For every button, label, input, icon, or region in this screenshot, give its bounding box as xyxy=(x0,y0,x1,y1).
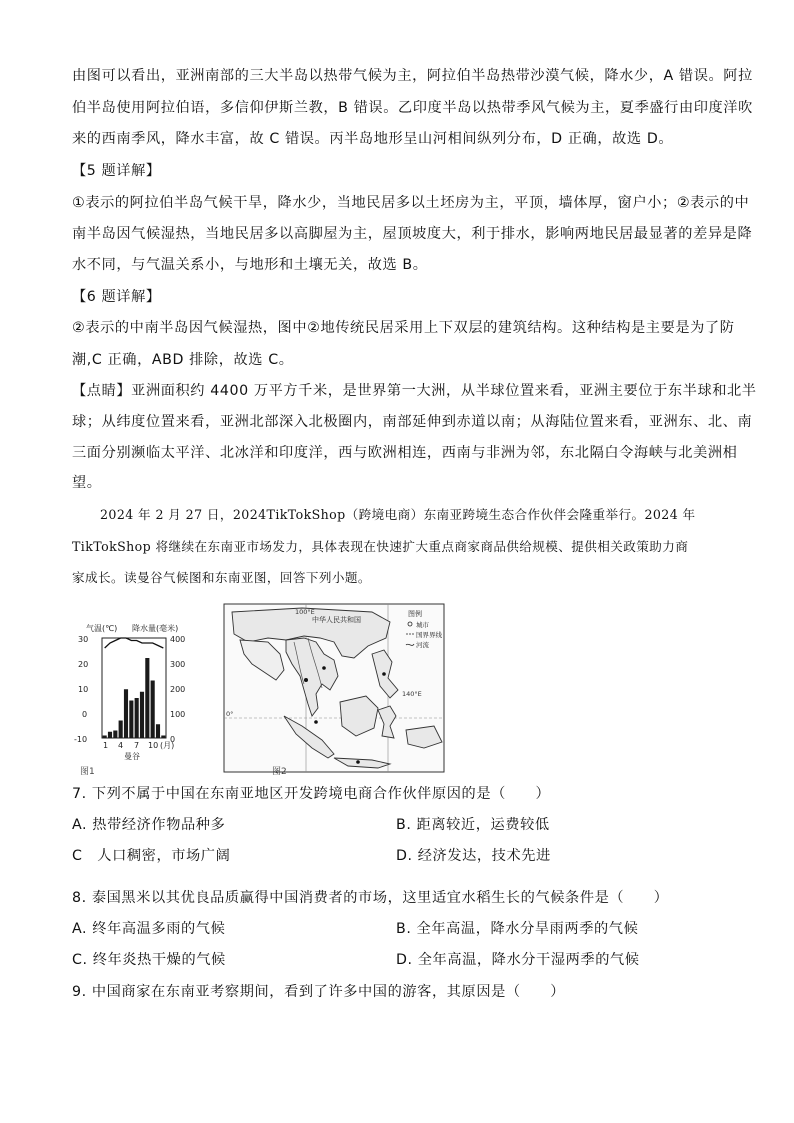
question-7-option-c[interactable]: C 人口稠密，市场广阔 xyxy=(72,848,231,864)
precipitation-bar xyxy=(108,732,112,738)
answer-text-line: 由图可以看出，亚洲南部的三大半岛以热带气候为主，阿拉伯半岛热带沙漠气候，降水少，A 错误。阿拉 xyxy=(72,68,753,84)
q5-detail-heading: 【5 题详解】 xyxy=(72,163,161,179)
city-marker xyxy=(356,760,360,764)
question-8-stem: 8. 泰国黑米以其优良品质赢得中国消费者的市场，这里适宜水稻生长的气候条件是（ ） xyxy=(72,890,669,906)
precipitation-bar xyxy=(151,681,155,739)
legend-item: 河流 xyxy=(416,641,429,649)
legend-item: 城市 xyxy=(416,621,429,629)
precipitation-bar xyxy=(119,721,123,739)
temp-ticks xyxy=(74,635,88,744)
intro-line: 2024 年 2 月 27 日，2024TikTokShop（跨境电商）东南亚跨境生态合作伙伴会隆重举行。2024 年 xyxy=(100,507,696,522)
precip-tick: 200 xyxy=(170,685,186,694)
china-label: 中华人民共和国 xyxy=(312,616,361,624)
q5-detail-line: 南半岛因气候湿热，当地民居多以高脚屋为主，屋顶坡度大，利于排水，影响两地民居最显著的差异是降 xyxy=(72,226,753,242)
temp-tick: 30 xyxy=(78,635,89,644)
question-8-option-c[interactable]: C. 终年炎热干燥的气候 xyxy=(72,952,226,968)
precipitation-bar xyxy=(145,658,149,738)
city-marker xyxy=(304,678,308,682)
q6-detail-line: 潮,C 正确，ABD 排除，故选 C。 xyxy=(72,352,294,368)
month-tick: 10 xyxy=(148,741,159,750)
precip-tick: 100 xyxy=(170,710,186,719)
temperature-line xyxy=(105,638,164,648)
station-label: 曼谷 xyxy=(124,752,140,761)
q6-detail-line: ②表示的中南半岛因气候湿热，图中②地传统民居采用上下双层的建筑结构。这种结构是主要是为了防 xyxy=(72,320,735,336)
plot-frame xyxy=(102,638,166,738)
intro-line: TikTokShop 将继续在东南亚市场发力，具体表现在快速扩大重点商家商品供给规模、提供相关政策助力商 xyxy=(72,539,689,554)
temp-axis-label: 气温(℃) xyxy=(86,624,118,633)
precipitation-bar xyxy=(135,698,139,738)
question-7-option-a[interactable]: A. 热带经济作物品种多 xyxy=(72,817,226,833)
answer-text-line: 来的西南季风，降水丰富，故 C 错误。丙半岛地形呈山河相间纵列分布，D 正确，故选 D。 xyxy=(72,131,674,147)
pointer-line: 【点睛】亚洲面积约 4400 万平方千米，是世界第一大洲，从半球位置来看，亚洲主要位于东半球和北半 xyxy=(72,383,757,399)
precipitation-bar xyxy=(156,724,160,738)
question-9-stem: 9. 中国商家在东南亚考察期间，看到了许多中国的游客，其原因是（ ） xyxy=(72,984,566,1000)
southeast-asia-map xyxy=(224,604,444,777)
q5-detail-line: 水不同，与气温关系小，与地形和土壤无关，故选 B。 xyxy=(72,257,428,273)
question-7-stem: 7. 下列不属于中国在东南亚地区开发跨境电商合作伙伴原因的是（ ） xyxy=(72,786,551,802)
q6-detail-heading: 【6 题详解】 xyxy=(72,289,161,305)
precipitation-bar xyxy=(161,736,165,739)
q5-detail-line: ①表示的阿拉伯半岛气候干旱，降水少，当地民居多以土坯房为主，平顶，墙体厚，窗户小；②表示的中 xyxy=(72,195,750,211)
temp-tick: 0 xyxy=(82,710,88,719)
pointer-line: 球；从纬度位置来看，亚洲北部深入北极圈内，南部延伸到赤道以南；从海陆位置来看，亚洲东、北、南 xyxy=(72,414,753,430)
longitude-label: 100°E xyxy=(295,608,315,616)
precipitation-bar xyxy=(103,736,107,739)
month-unit: (月) xyxy=(160,741,175,750)
precip-tick: 300 xyxy=(170,660,186,669)
question-8-option-a[interactable]: A. 终年高温多雨的气候 xyxy=(72,921,226,937)
intro-line: 家成长。读曼谷气候图和东南亚图，回答下列小题。 xyxy=(72,570,371,585)
temp-tick: -10 xyxy=(74,735,88,744)
precipitation-bar xyxy=(113,731,117,739)
question-7-option-d[interactable]: D. 经济发达，技术先进 xyxy=(396,848,551,864)
temp-tick: 10 xyxy=(78,685,89,694)
precip-tick: 0 xyxy=(170,735,176,744)
figure-2-caption: 图2 xyxy=(272,767,287,777)
pointer-line: 望。 xyxy=(72,475,102,491)
figure-svg xyxy=(72,598,448,778)
legend-item: 国界界线 xyxy=(416,631,442,639)
legend-title: 图例 xyxy=(408,610,422,618)
month-tick: 7 xyxy=(134,741,140,750)
month-tick: 1 xyxy=(103,741,109,750)
figure-panel xyxy=(72,598,448,778)
answer-text-line: 伯半岛使用阿拉伯语，多信仰伊斯兰教，B 错误。乙印度半岛以热带季风气候为主，夏季盛行由印度洋吹 xyxy=(72,100,753,116)
question-7-option-b[interactable]: B. 距离较近，运费较低 xyxy=(396,817,550,833)
precipitation-bar xyxy=(129,701,133,739)
question-8-option-d[interactable]: D. 全年高温，降水分干湿两季的气候 xyxy=(396,952,640,968)
bangkok-climate-chart xyxy=(74,623,185,777)
equator-label: 0° xyxy=(226,710,234,718)
temp-tick: 20 xyxy=(78,660,89,669)
precip-tick: 400 xyxy=(170,635,186,644)
month-tick: 4 xyxy=(118,741,124,750)
figure-1-caption: 图1 xyxy=(80,767,95,777)
city-marker xyxy=(382,672,386,676)
city-marker xyxy=(322,666,326,670)
longitude-label: 140°E xyxy=(402,690,422,698)
city-marker xyxy=(314,720,318,724)
month-ticks xyxy=(103,741,174,750)
precip-axis-label: 降水量(毫米) xyxy=(132,624,179,633)
pointer-line: 三面分别濒临太平洋、北冰洋和印度洋，西与欧洲相连，西南与非洲为邻，东北隔白令海峡与北美洲相 xyxy=(72,445,738,461)
precip-ticks xyxy=(170,635,185,744)
precipitation-bar xyxy=(140,692,144,738)
precipitation-bar xyxy=(124,689,128,738)
question-8-option-b[interactable]: B. 全年高温，降水分旱雨两季的气候 xyxy=(396,921,639,937)
